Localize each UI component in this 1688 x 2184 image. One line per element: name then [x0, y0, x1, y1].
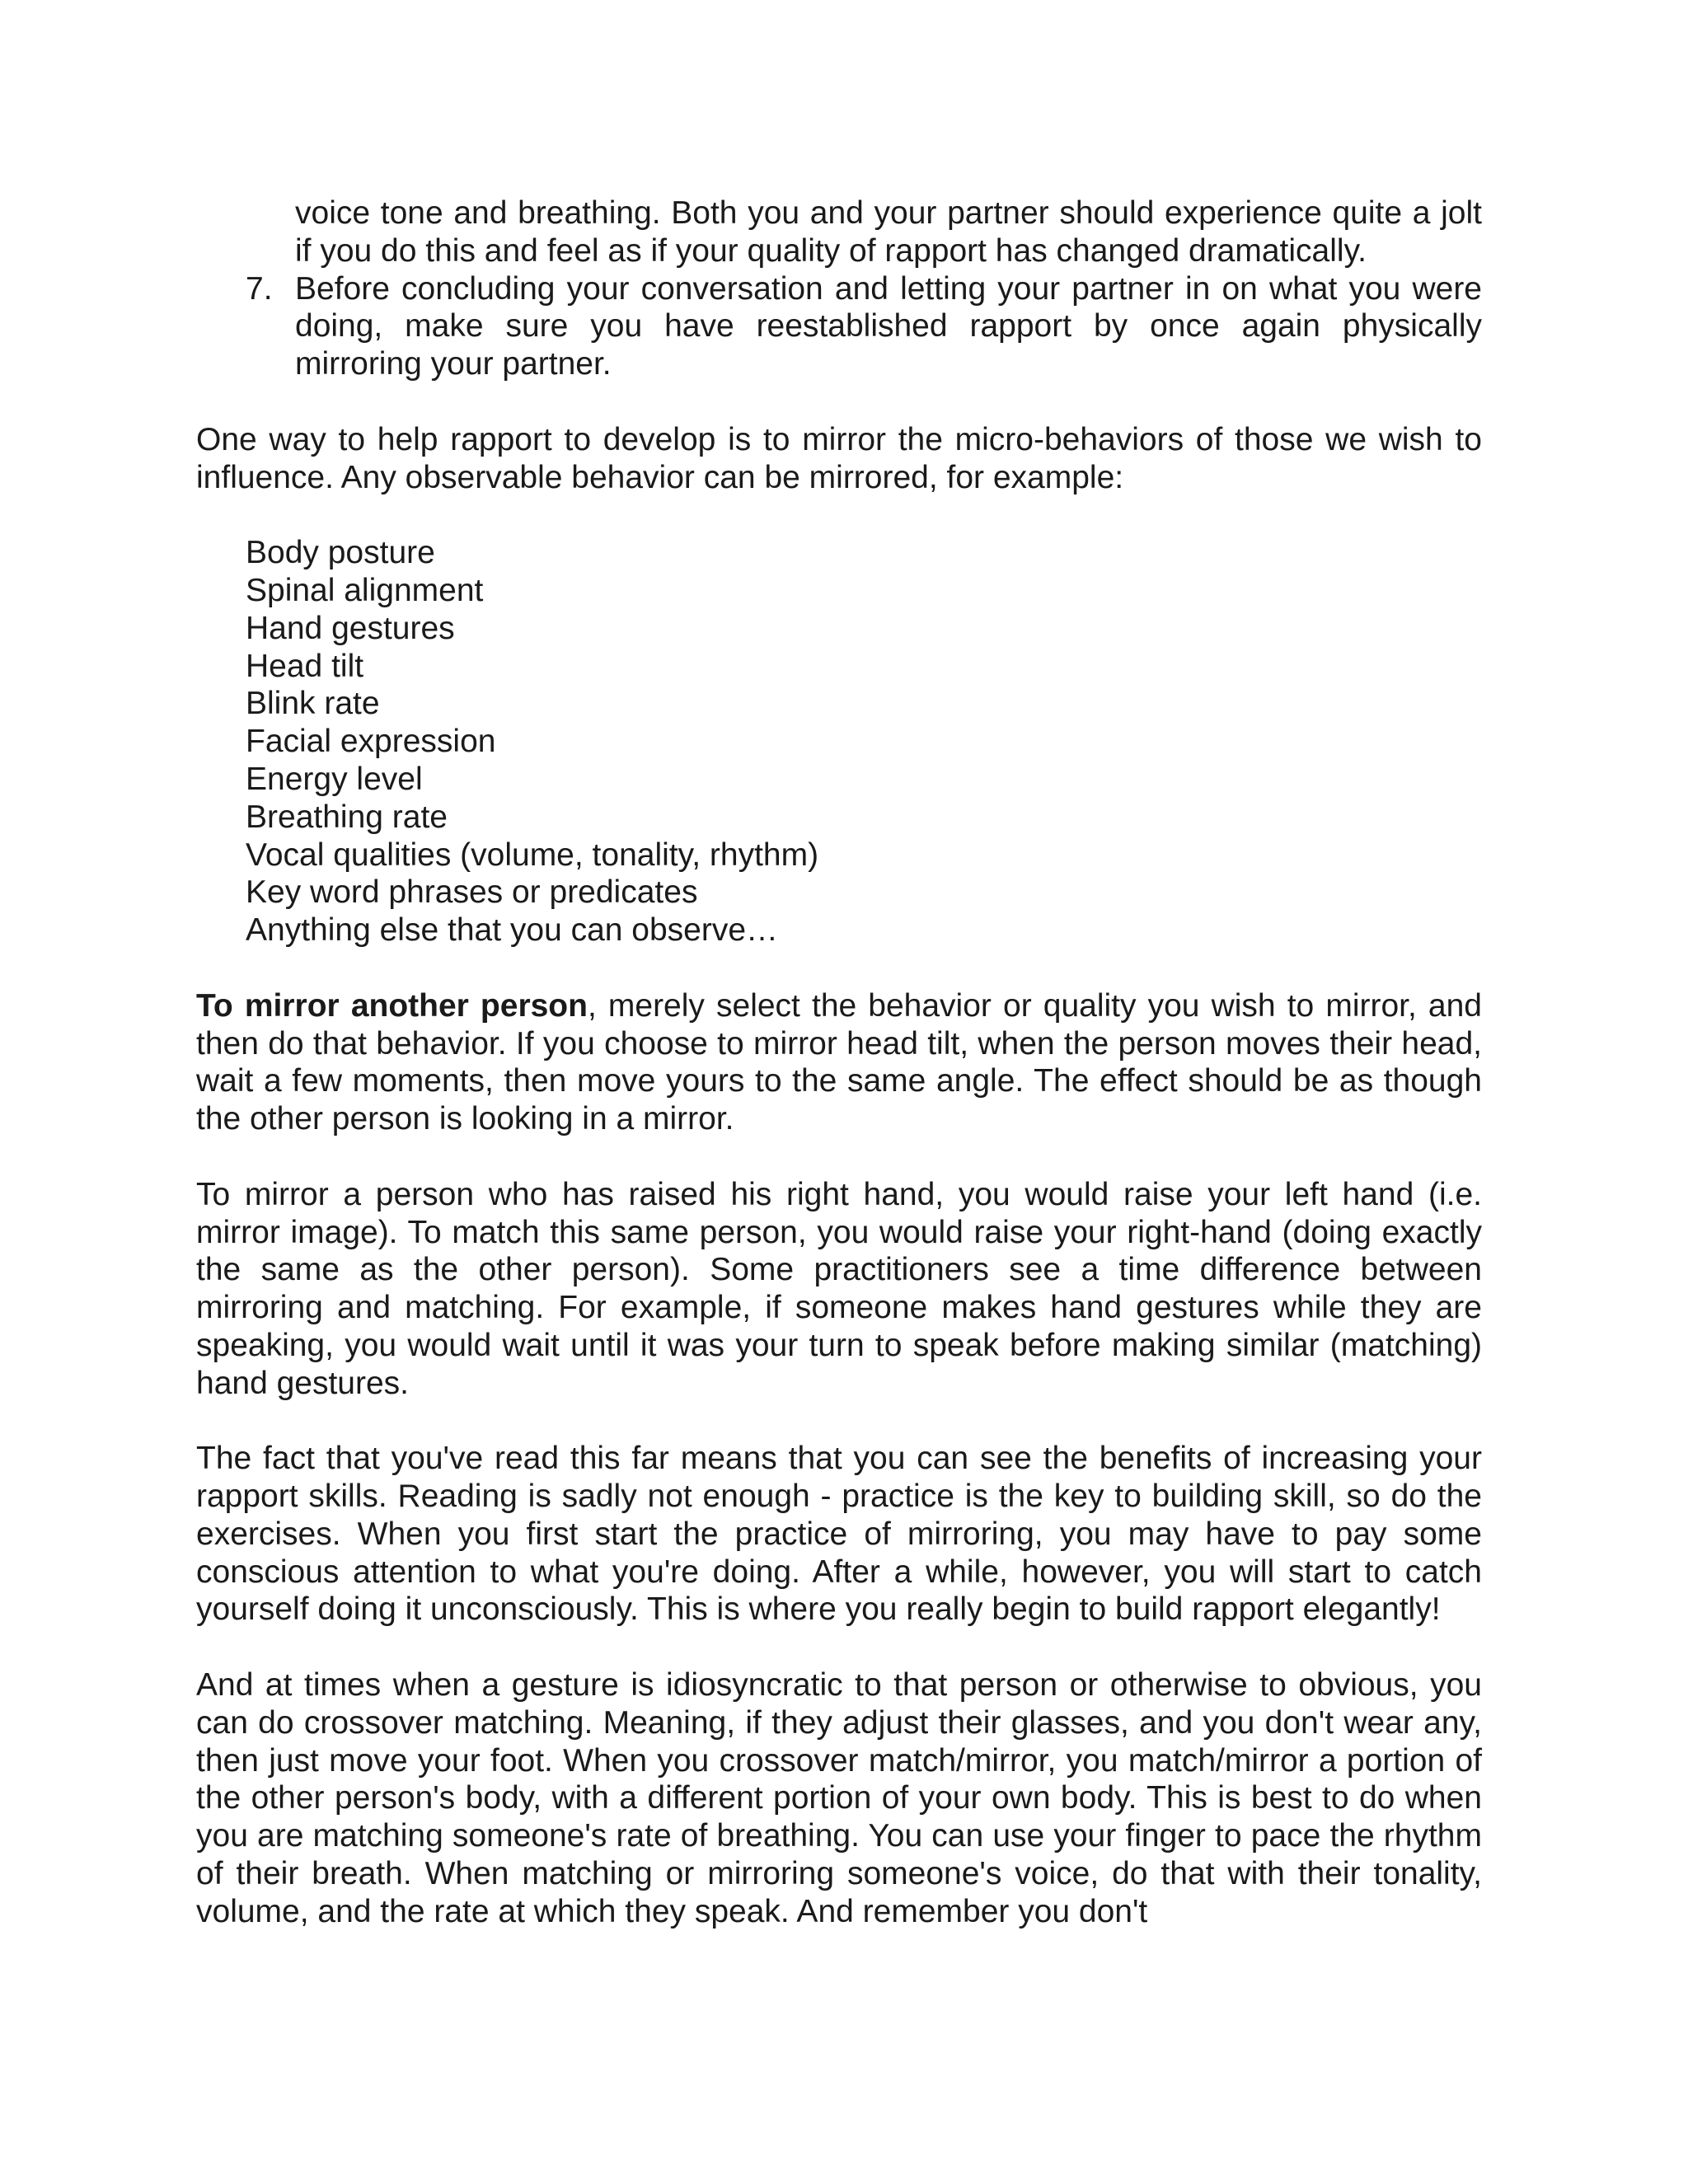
list-item: Blink rate: [246, 686, 380, 722]
step-item: [196, 270, 1482, 383]
paragraph-practice: The fact that you've read this far means that you can see the benefits of increasing your rapport skills. Reading is sadly not enough - practice is the key to building skill, so do the exercises. When you first start the practice of mirroring, you may have to pay some conscious attention to what you're doing. After a while, however, you will start to catch yourself doing it unconsciously. This is where you really begin to build rapport elegantly!: [196, 1441, 1482, 1628]
list-item: Head tilt: [246, 648, 364, 684]
list-item: Hand gestures: [246, 610, 455, 646]
mirror-paragraph: [196, 987, 1482, 1138]
spacer: [196, 1138, 1482, 1176]
page-body: [196, 194, 1482, 1931]
paragraph-crossover-matching: And at times when a gesture is idiosyncratic to that person or otherwise to obvious, you can do crossover matching. Meaning, if they adjust their glasses, and you don't wear any, then just move your foot. When you crossover match/mirror, you match/mirror a portion of the other person's body, with a different portion of your own body. This is best to do when you are matching someone's rate of breathing. You can use your finger to pace the rhythm of their breath. When matching or mirroring someone's voice, do that with their tonality, volume, and the rate at which they speak. And remember you don't: [196, 1667, 1482, 1929]
spacer: [196, 949, 1482, 987]
list-item: Energy level: [246, 761, 423, 797]
step-number: 7.: [246, 270, 273, 307]
observable-behaviors-list: [196, 534, 1482, 949]
mirror-paragraph-text: , merely select the behavior or quality you wish to mirror, and then do that behavior. If you choose to mirror head tilt, when the person moves their head, wait a few moments, then move yours to the same angle. The effect should be as though the other person is looking in a mirror.: [196, 987, 1482, 1137]
paragraph-mirror-vs-match: To mirror a person who has raised his right hand, you would raise your left hand (i.e. mirror image). To match this same person, you would raise your right-hand (doing exactly the same as the other person). Some practitioners see a time difference between mirroring and matching. For example, if someone makes hand gestures while they are speaking, you would wait until it was your turn to speak before making similar (matching) hand gestures.: [196, 1176, 1482, 1401]
mirror-bold-lead: To mirror another person: [196, 987, 588, 1024]
list-item: Vocal qualities (volume, tonality, rhythm): [246, 837, 819, 873]
spacer: [196, 1629, 1482, 1666]
list-item: Breathing rate: [246, 799, 448, 835]
list-item: Anything else that you can observe…: [246, 912, 779, 949]
intro-paragraph: One way to help rapport to develop is to mirror the micro-behaviors of those we wish to influence. Any observable behavior can be mirrored, for example:: [196, 421, 1482, 495]
list-item: Body posture: [246, 535, 435, 571]
spacer: [196, 496, 1482, 534]
step-continuation-text: voice tone and breathing. Both you and your partner should experience quite a jolt if you do this and feel as if your quality of rapport has changed dramatically.: [295, 195, 1482, 269]
list-item: Key word phrases or predicates: [246, 874, 698, 911]
numbered-steps: [196, 194, 1482, 383]
spacer: [196, 1403, 1482, 1441]
step-continuation: [196, 194, 1482, 270]
list-item: Facial expression: [246, 724, 496, 760]
step-text: Before concluding your conversation and letting your partner in on what you were doing, make sure you have reestablished rapport by once again physically mirroring your partner.: [295, 270, 1482, 382]
spacer: [196, 383, 1482, 421]
list-item: Spinal alignment: [246, 572, 484, 608]
